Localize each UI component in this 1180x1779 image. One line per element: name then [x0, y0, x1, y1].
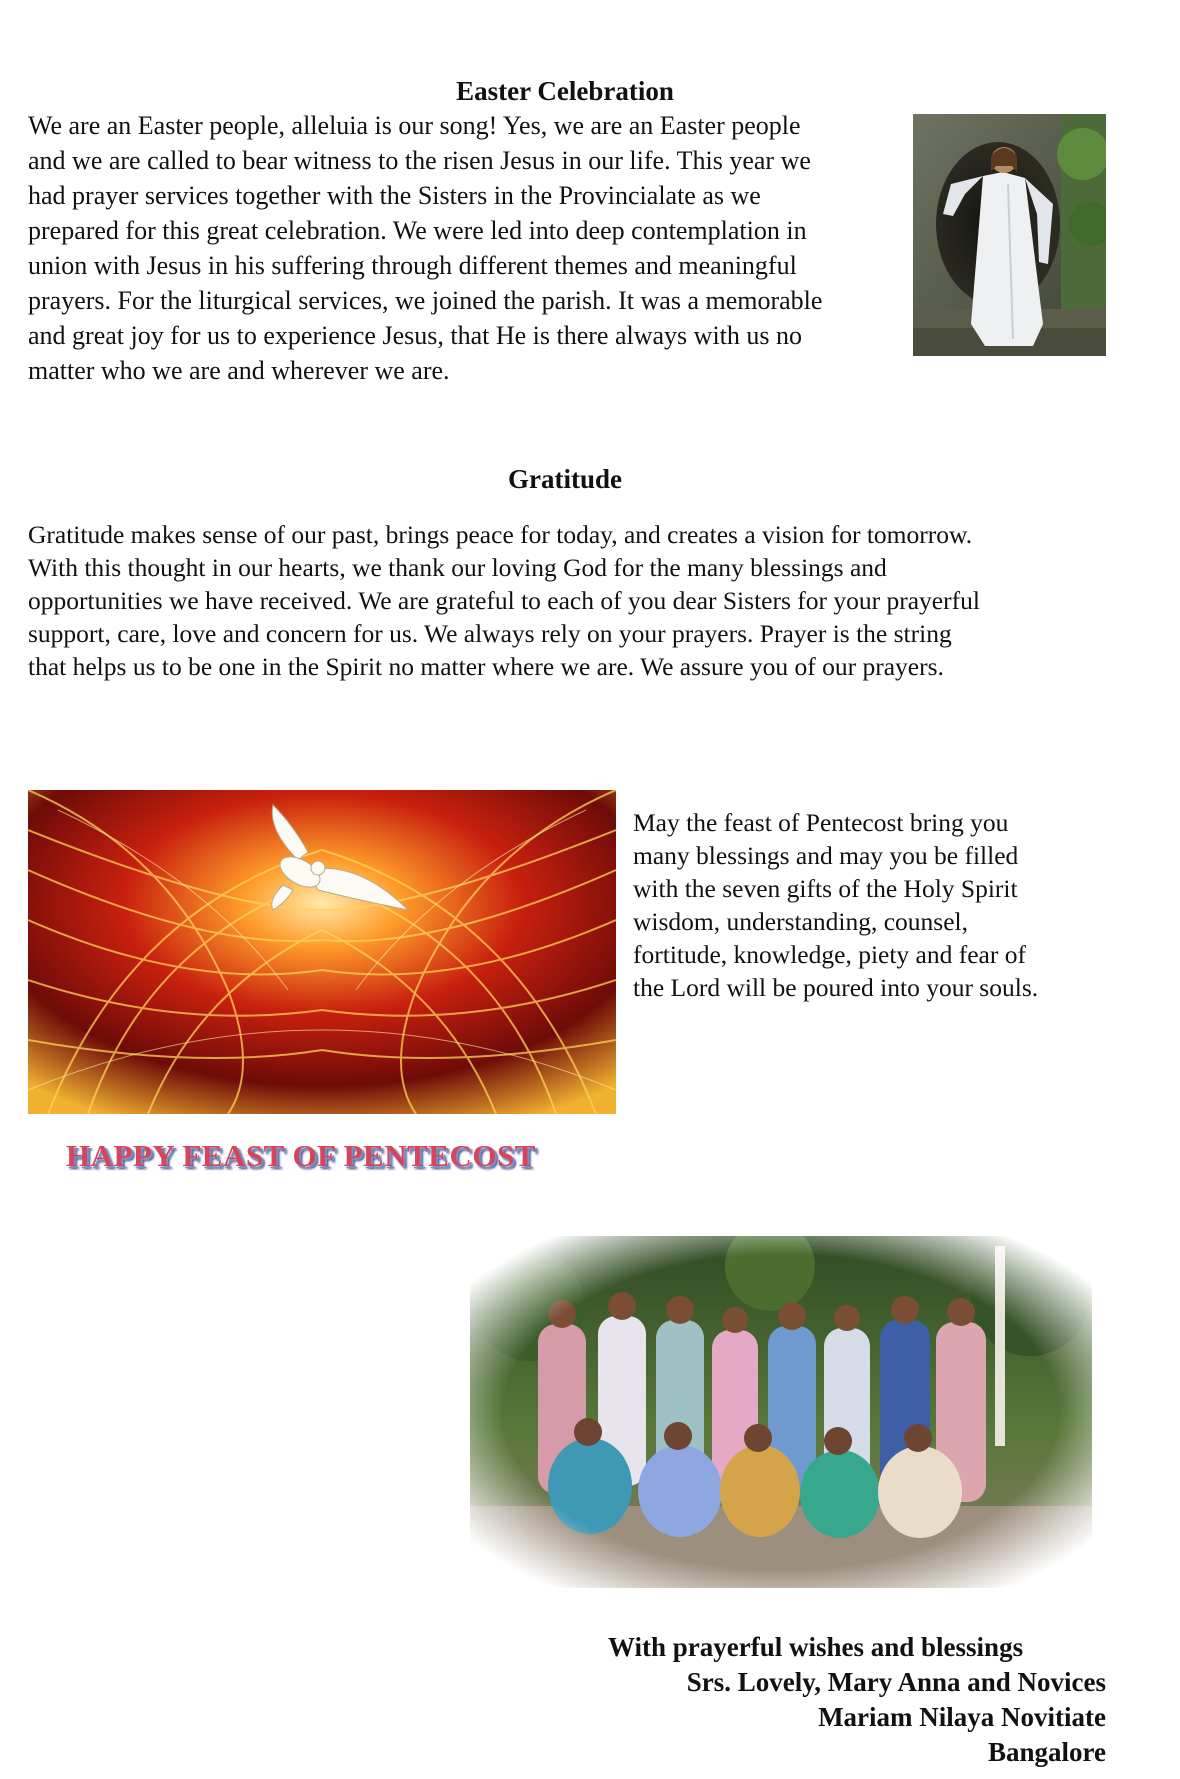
gratitude-line: support, care, love and concern for us. We always rely on your prayers. Prayer is the string: [28, 619, 952, 648]
pentecost-paragraph: [633, 806, 1105, 1004]
closing-wishes: [608, 1630, 1023, 1665]
city-name: [988, 1735, 1106, 1770]
risen-jesus-image: [913, 114, 1106, 356]
pentecost-line: fortitude, knowledge, piety and fear of: [633, 940, 1026, 969]
easter-line: prepared for this great celebration. We were led into deep contemplation in: [28, 216, 807, 245]
pentecost-banner: HAPPY FEAST OF PENTECOST: [66, 1138, 536, 1173]
group-photo: [470, 1236, 1092, 1588]
easter-paragraph: [28, 108, 888, 388]
pentecost-line: wisdom, understanding, counsel,: [633, 907, 968, 936]
pentecost-line: the Lord will be poured into your souls.: [633, 973, 1039, 1002]
community-name: [818, 1700, 1106, 1735]
easter-line: matter who we are and wherever we are.: [28, 356, 450, 385]
closing-wishes-line: With prayerful wishes and blessings: [608, 1632, 1024, 1662]
gratitude-line: With this thought in our hearts, we thank our loving God for the many blessings and: [28, 553, 887, 582]
community-name-line: Mariam Nilaya Novitiate: [818, 1702, 1106, 1732]
pentecost-dove-image: [28, 790, 616, 1114]
gratitude-paragraph: [28, 518, 1108, 683]
pentecost-line: May the feast of Pentecost bring you: [633, 808, 1009, 837]
gratitude-heading: Gratitude: [508, 464, 622, 494]
pentecost-line: many blessings and may you be filled: [633, 841, 1019, 870]
pentecost-line: with the seven gifts of the Holy Spirit: [633, 874, 1018, 903]
gratitude-line: Gratitude makes sense of our past, brings peace for today, and creates a vision for tomorrow.: [28, 520, 973, 549]
easter-line: and we are called to bear witness to the risen Jesus in our life. This year we: [28, 146, 811, 175]
gratitude-line: opportunities we have received. We are grateful to each of you dear Sisters for your prayerful: [28, 586, 980, 615]
easter-line: prayers. For the liturgical services, we joined the parish. It was a memorable: [28, 286, 823, 315]
easter-line: union with Jesus in his suffering through different themes and meaningful: [28, 251, 797, 280]
city-name-line: Bangalore: [987, 1737, 1106, 1767]
easter-heading: Easter Celebration: [456, 76, 674, 106]
easter-line: had prayer services together with the Sisters in the Provincialate as we: [28, 181, 761, 210]
gratitude-line: that helps us to be one in the Spirit no matter where we are. We assure you of our prayers.: [28, 652, 944, 681]
signatories-line: Srs. Lovely, Mary Anna and Novices: [686, 1667, 1106, 1697]
easter-line: and great joy for us to experience Jesus, that He is there always with us no: [28, 321, 803, 350]
easter-line: We are an Easter people, alleluia is our song! Yes, we are an Easter people: [28, 111, 801, 140]
signatories: [687, 1665, 1106, 1700]
